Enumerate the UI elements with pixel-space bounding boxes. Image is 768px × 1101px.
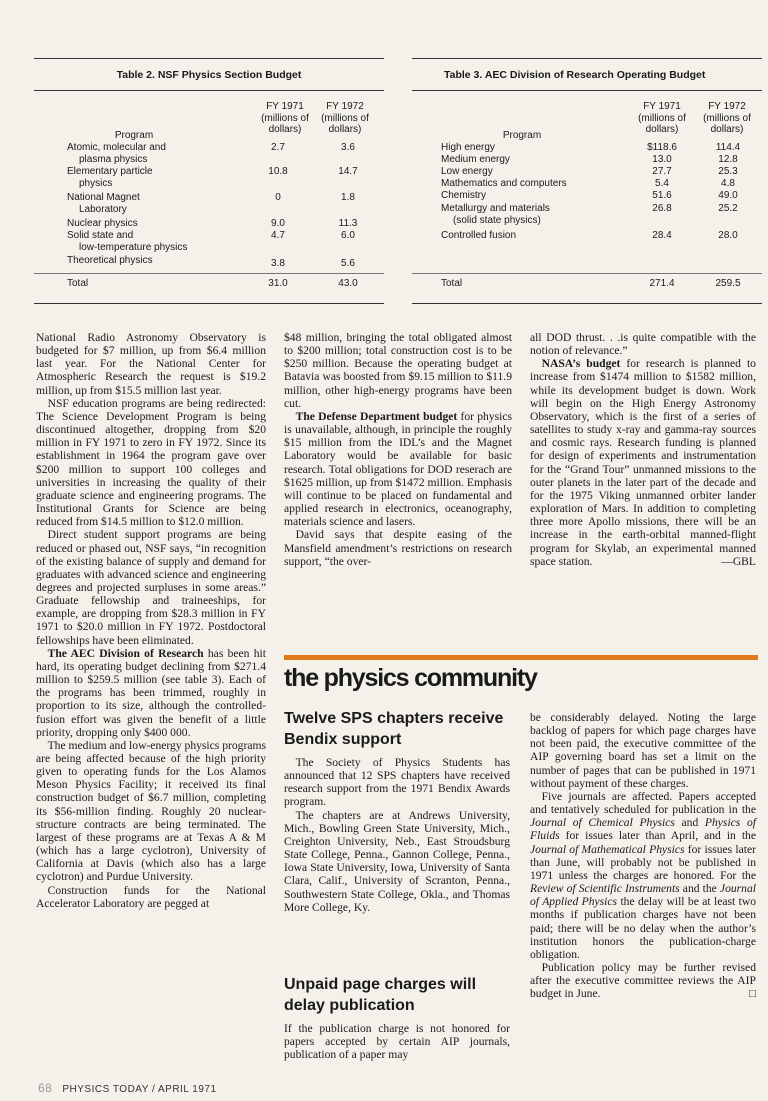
article-column-3 xyxy=(530,331,756,568)
table-rule xyxy=(412,273,762,274)
table-row: Low energy xyxy=(441,166,493,177)
table-rule xyxy=(34,273,384,274)
table-cell: 25.3 xyxy=(718,166,738,177)
article-title-sps: Twelve SPS chapters receive Bendix support xyxy=(284,710,504,748)
paragraph: The Defense Department budget for physics is unavailable, although, in principle the roughly $15 million from the IDL’s and the Magnet Laboratory would be available for basic research. Total obligations for DOD reserach are $1625 million, up from $1472 million. Emphasis will continue to be placed on fundamental and applied research in electronics, oceanography, materials science and lasers. xyxy=(284,409,513,529)
page-number: 68 xyxy=(38,1081,53,1095)
news-column-left xyxy=(284,708,510,914)
column-header-fy1972: FY 1972 (millions of dollars) xyxy=(703,101,751,135)
table-cell: 5.4 xyxy=(655,178,669,189)
table-cell: 3.6 xyxy=(341,142,355,153)
table-cell: 31.0 xyxy=(268,278,288,289)
table-cell: 14.7 xyxy=(338,166,358,177)
table-row: Elementary particle physics xyxy=(67,166,153,189)
paragraph: all DOD thrust. . .is quite compatible with the notion of relevance.” xyxy=(530,331,756,358)
table-row: National Magnet Laboratory xyxy=(67,192,140,215)
table-cell: 3.8 xyxy=(271,258,285,269)
paragraph: NASA’s budget for research is planned to increase from $1474 million to $1582 million, while its development budget is down. Work will begin on the High Energy Astronomy Observatory, which is the first of a series of satellites to study x-ray and gamma-ray sources and cosmic rays. Research funding is planned for design of experiments and instrumentation for the “Grand Tour” unmanned missions to the outer planets in the later part of the decade and for the 1975 Viking unmanned orbiter lander exploration of Mars. In addition to completing three more Apollo missions, there will be an increase in the earth-orbital manned-flight program for Skylab, an experimental manned space station. —GBL xyxy=(530,357,756,568)
table-cell: 51.6 xyxy=(652,190,672,201)
paragraph: National Radio Astronomy Observatory is budgeted for $7 million, up from $6.4 million last year. For the National Center for Atmospheric Research the request is $19.2 million, up from $15.5 million last year. xyxy=(36,331,266,397)
table-cell: 6.0 xyxy=(341,230,355,241)
table-cell: 259.5 xyxy=(715,278,741,289)
table-cell: 13.0 xyxy=(652,154,672,165)
table-row: Chemistry xyxy=(441,190,487,201)
table-row: Nuclear physics xyxy=(67,218,138,229)
table-cell: 271.4 xyxy=(649,278,675,289)
table-cell: 49.0 xyxy=(718,190,738,201)
article-column-1 xyxy=(36,331,266,1061)
table-caption: Table 2. NSF Physics Section Budget xyxy=(116,69,302,81)
table-row: Solid state and low-temperature physics xyxy=(67,230,188,253)
news-column-left-lower xyxy=(284,974,510,1061)
table-cell: 2.7 xyxy=(271,142,285,153)
table-row: Mathematics and computers xyxy=(441,178,567,189)
table-3 xyxy=(412,58,762,308)
table-cell: 11.3 xyxy=(338,218,358,229)
table-cell: 25.2 xyxy=(718,203,738,214)
table-cell: 28.0 xyxy=(718,230,738,241)
table-cell: 43.0 xyxy=(338,278,358,289)
column-header-fy1972: FY 1972 (millions of dollars) xyxy=(321,101,369,135)
table-rule xyxy=(412,58,762,59)
paragraph: The chapters are at Andrews University, Mich., Bowling Green State University, Mich., Creighton University, Neb., East Stroudsburg State College, Penna., Gannon College, Penna., Iowa State University, Iowa, University of Santa Clara, Calif., University of Scranton, Penna., Southwestern State College, Okla., and Thomas More College, Ky. xyxy=(284,808,510,914)
aec-lead: The AEC Division of Research xyxy=(47,646,204,660)
table-rule xyxy=(412,90,762,91)
paragraph: $48 million, bringing the total obligated almost to $200 million; total construction cost is to be $250 million. Because the operating budget at Batavia was boosted from $9.15 million to $11.9 million, other high-energy programs have been cut. xyxy=(284,331,512,410)
paragraph: be considerably delayed. Noting the large backlog of papers for which page charges have not been paid, the executive committee of the AIP governing board has set a limit on the number of pages that can be published in 1971 without payment of these charges. xyxy=(530,711,756,790)
table-rule xyxy=(34,90,384,91)
paragraph: The AEC Division of Research has been hit hard, its operating budget declining from $271.4 million to $259.5 million (see table 3). Each of the programs has been trimmed, roughly in proportion to its size, although the controlled-fusion effort was given the benefit of a little priority, dropping only $400 000. xyxy=(36,646,266,739)
paragraph: The Society of Physics Students has announced that 12 SPS chapters have received research support from the 1971 Bendix Awards program. xyxy=(284,756,510,809)
table-cell: 9.0 xyxy=(271,218,285,229)
table-total-label: Total xyxy=(441,278,463,289)
column-header-program: Program xyxy=(502,130,542,141)
table-rule xyxy=(412,303,762,304)
table-cell: 12.8 xyxy=(718,154,738,165)
table-cell: 5.6 xyxy=(341,258,355,269)
paragraph: The medium and low-energy physics programs are being affected because of the high priority given to operating funds for the Los Alamos Meson Physics Facility; it received its final construction budget of $6.7 million, completing its $56-million finding. Roughly 20 nuclear-structure contracts are being terminated. The largest of these programs are at Texas A & M (which has a large cyclotron), University of California at Davis (which also has a large cyclotron) and Purdue University. xyxy=(36,738,267,884)
column-header-fy1971: FY 1971 (millions of dollars) xyxy=(638,101,686,135)
table-cell: $118.6 xyxy=(647,142,677,153)
article-title-page-charges: Unpaid page charges will delay publication xyxy=(284,976,477,1014)
paragraph: Construction funds for the National Accelerator Laboratory are pegged at xyxy=(36,883,266,910)
paragraph: Direct student support programs are being reduced or phased out, NSF says, “in recognition of the existing balance of supply and demand for graduates with advanced science and engineering degrees and projected surpluses in some areas.” Graduate fellowship and traineeships, for example, are dropping from $28.3 million in FY 1971 to $20.0 million in FY 1972. Postdoctoral fellowships have been eliminated. xyxy=(36,528,266,647)
end-mark-icon: □ xyxy=(748,987,756,1001)
table-cell: 26.8 xyxy=(652,203,672,214)
paragraph: If the publication charge is not honored for papers accepted by certain AIP journals, publication of a paper may xyxy=(284,1022,510,1062)
article-column-2 xyxy=(284,331,512,568)
column-header-program: Program xyxy=(114,130,154,141)
table-cell: 1.8 xyxy=(341,192,355,203)
signoff: —GBL xyxy=(721,554,756,568)
column-header-fy1971: FY 1971 (millions of dollars) xyxy=(261,101,309,135)
table-caption: Table 3. AEC Division of Research Operating Budget xyxy=(444,69,706,81)
page-footer xyxy=(38,1081,217,1095)
table-total-label: Total xyxy=(67,278,89,289)
table-rule xyxy=(34,58,384,59)
table-cell: 4.8 xyxy=(721,178,735,189)
section-rule xyxy=(284,655,758,660)
table-cell: 4.7 xyxy=(271,230,285,241)
table-row: Atomic, molecular and plasma physics xyxy=(67,142,166,165)
table-rule xyxy=(34,303,384,304)
table-cell: 10.8 xyxy=(268,166,288,177)
paragraph: David says that despite easing of the Mansfield amendment’s restrictions on research support, “the over- xyxy=(284,528,512,568)
table-row: Metallurgy and materials (solid state physics) xyxy=(441,203,550,226)
dod-lead: The Defense Department budget xyxy=(295,409,458,423)
table-2 xyxy=(34,58,384,308)
table-row: Theoretical physics xyxy=(67,255,153,266)
table-cell: 114.4 xyxy=(715,142,741,153)
table-cell: 28.4 xyxy=(652,230,672,241)
publication-line: PHYSICS TODAY / APRIL 1971 xyxy=(62,1084,217,1095)
section-heading: the physics community xyxy=(284,664,537,692)
paragraph: Five journals are affected. Papers accepted and tentatively scheduled for publication in the Journal of Chemical Physics and Physics of Fluids for issues later than April, and in the Journal of Mathematical Physics for issues later than June, will probably not be published in 1971 unless the charges are honored. For the Review of Scientific Instruments and the Journal of Applied Physics the delay will be at least two months if publication charges have not been paid; there will be no delay when the author’s institution honors the publication-charge obligation. xyxy=(530,789,757,961)
nasa-lead: NASA’s budget xyxy=(541,357,621,371)
paragraph: NSF education programs are being redirected: The Science Development Program is being discontinued altogether, dropping from $20 million in FY 1971 to zero in FY 1972. Since its establishment in 1964 the program gave over $200 million to support 100 colleges and universities in increasing the quality of their graduate science and engineering programs. The Institutional Grants for Science are being reduced from $14.5 million to $12.0 million. xyxy=(36,396,266,529)
paragraph: Publication policy may be further revised after the executive committee reviews the AIP budget in June. □ xyxy=(530,960,756,1001)
table-row: High energy xyxy=(441,142,495,153)
table-row: Controlled fusion xyxy=(441,230,517,241)
table-row: Medium energy xyxy=(441,154,510,165)
news-column-right xyxy=(530,711,756,1000)
table-cell: 27.7 xyxy=(652,166,672,177)
table-cell: 0 xyxy=(275,192,281,203)
